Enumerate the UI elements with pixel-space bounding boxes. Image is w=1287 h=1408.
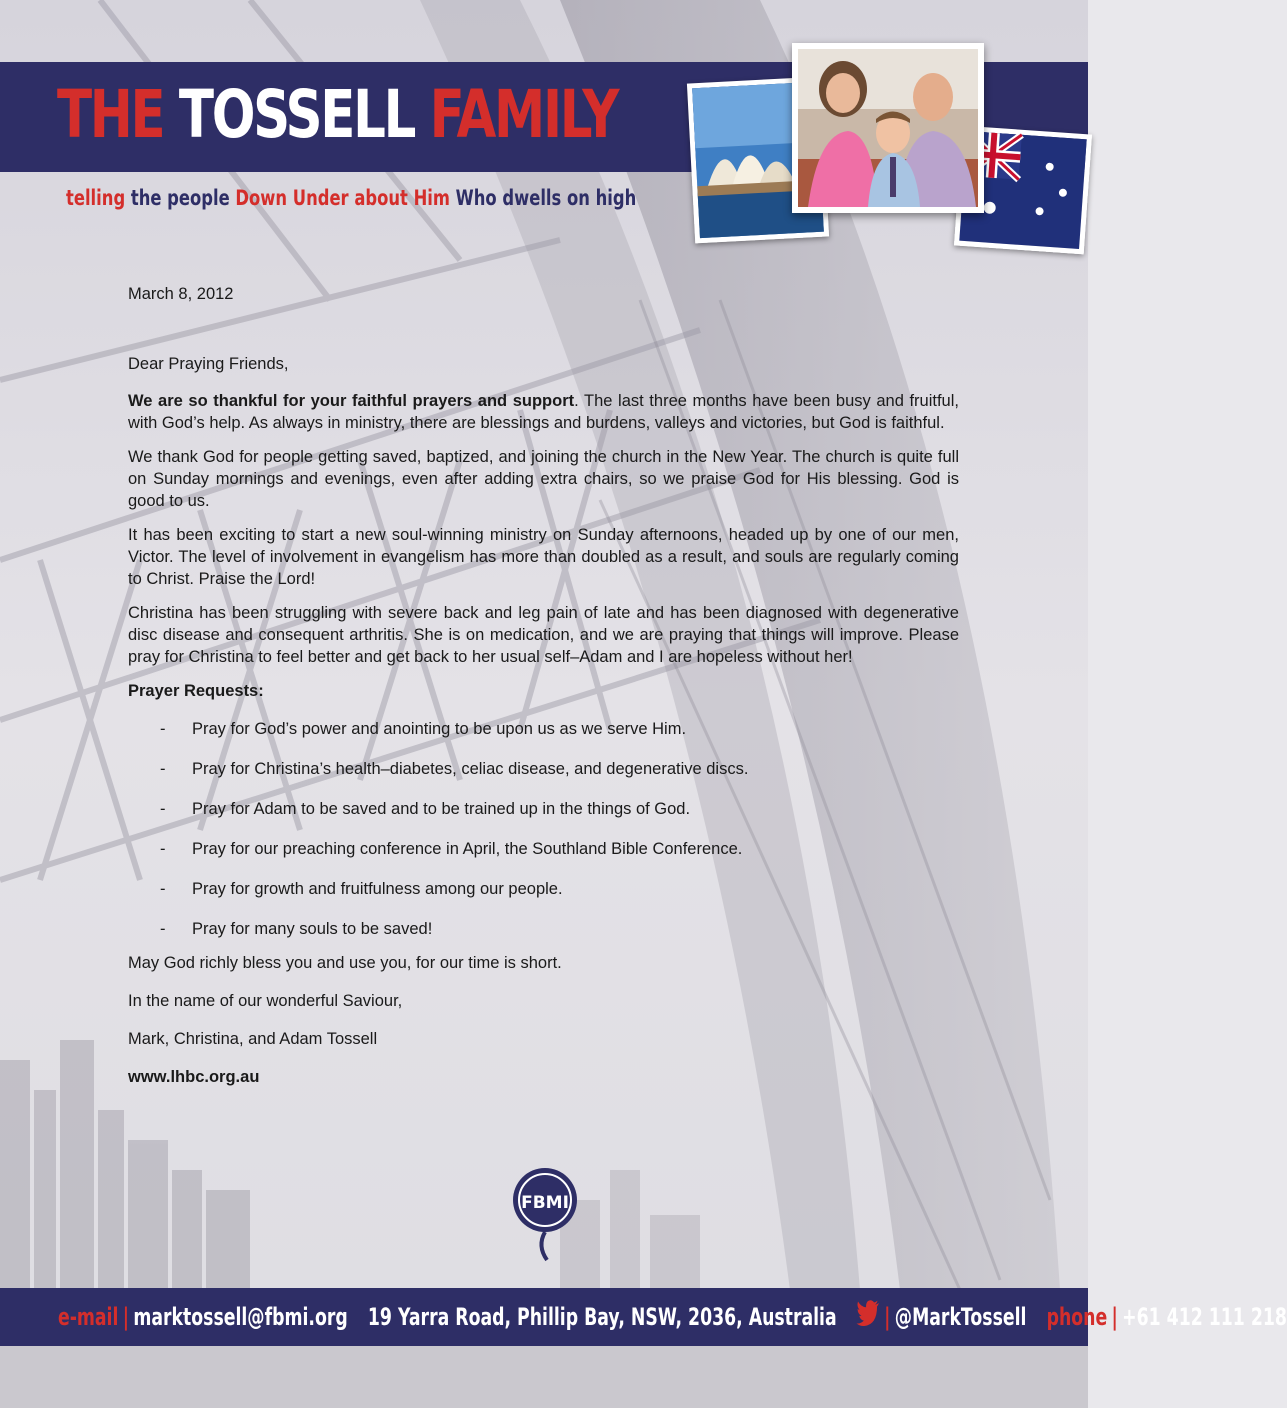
footer-contact (58, 1296, 1287, 1339)
signature: Mark, Christina, and Adam Tossell (128, 1030, 378, 1048)
family-photo (792, 43, 984, 213)
paragraph-1-bold: We are so thankful for your faithful prayers and support (128, 392, 575, 410)
separator: | (1111, 1303, 1118, 1331)
prayer-request-text: Pray for growth and fruitfulness among our people. (192, 880, 563, 898)
list-bullet: - (160, 760, 166, 778)
paragraph-3: It has been exciting to start a new soul-winning ministry on Sunday afternoons, headed up by one of our men, Victor. The level of involvement in evangelism has more than doubled as a result, and souls are regularly coming to Christ. Praise the Lord! (128, 526, 959, 588)
prayer-requests-heading (128, 680, 959, 702)
title-part-family: FAMILY (429, 76, 618, 153)
website-link-text[interactable]: www.lhbc.org.au (128, 1068, 260, 1086)
paragraph-4: Christina has been struggling with severe back and leg pain of late and has been diagnosed with degenerative disc disease and consequent arthritis. She is on medication, and we are praying that things will improve. Please pray for Christina to feel better and get back to her usual self–Adam and I are hopeless without her! (128, 604, 959, 666)
prayer-requests-heading-text: Prayer Requests: (128, 682, 264, 700)
page-title (57, 70, 617, 160)
email-label: e-mail (58, 1303, 119, 1331)
letter-greeting: Dear Praying Friends, (128, 355, 289, 373)
tagline-part-3: Down Under about Him (235, 186, 456, 210)
list-item (128, 878, 959, 918)
title-part-tossell: TOSSELL (178, 76, 430, 153)
list-bullet: - (160, 720, 166, 738)
website-link[interactable] (128, 1066, 959, 1088)
list-bullet: - (160, 800, 166, 818)
phone-number[interactable]: +61 412 111 218 (1122, 1303, 1287, 1331)
prayer-request-text: Pray for God’s power and anointing to be upon us as we serve Him. (192, 720, 687, 738)
paragraph-1-rest: . The last three months have been busy and fruitful, with God’s help. As always in ministry, there are blessings and burdens, valleys and victories, but God is faithful. (128, 392, 959, 432)
letter-body (128, 283, 959, 1104)
separator: | (122, 1303, 130, 1331)
postal-address: 19 Yarra Road, Phillip Bay, NSW, 2036, Australia (367, 1303, 837, 1331)
list-item (128, 838, 959, 878)
list-bullet: - (160, 880, 166, 898)
list-item (128, 918, 959, 952)
phone-label: phone (1046, 1303, 1108, 1331)
prayer-request-text: Pray for our preaching conference in April, the Southland Bible Conference. (192, 840, 743, 858)
list-item (128, 798, 959, 838)
list-item (128, 718, 959, 758)
twitter-bird-icon (857, 1297, 880, 1339)
prayer-requests-list (128, 718, 959, 952)
separator: | (884, 1303, 891, 1331)
tagline (66, 186, 636, 210)
blessing-line: May God richly bless you and use you, for our time is short. (128, 954, 562, 972)
list-item (128, 758, 959, 798)
letter-date: March 8, 2012 (128, 285, 234, 303)
prayer-request-text: Pray for Christina’s health–diabetes, celiac disease, and degenerative discs. (192, 760, 749, 778)
list-bullet: - (160, 920, 166, 938)
email-address[interactable]: marktossell@fbmi.org (133, 1303, 348, 1331)
title-part-the: THE (57, 76, 179, 153)
tagline-part-1: telling (66, 186, 131, 210)
prayer-request-text: Pray for Adam to be saved and to be trained up in the things of God. (192, 800, 691, 818)
list-bullet: - (160, 840, 166, 858)
paragraph-1 (128, 390, 959, 434)
tagline-part-4: Who dwells on high (455, 186, 637, 210)
twitter-handle[interactable]: @MarkTossell (894, 1303, 1027, 1331)
paragraph-2: We thank God for people getting saved, baptized, and joining the church in the New Year. The church is quite full on Sunday mornings and evenings, even after adding extra chairs, so we praise God for His blessing. God is good to us. (128, 448, 959, 510)
fbmi-logo (507, 1164, 583, 1269)
tagline-part-2: the people (130, 186, 236, 210)
closing-line: In the name of our wonderful Saviour, (128, 992, 403, 1010)
fbmi-logo-text: FBMI (521, 1193, 569, 1213)
letter-closing (128, 952, 959, 1088)
prayer-request-text: Pray for many souls to be saved! (192, 920, 433, 938)
